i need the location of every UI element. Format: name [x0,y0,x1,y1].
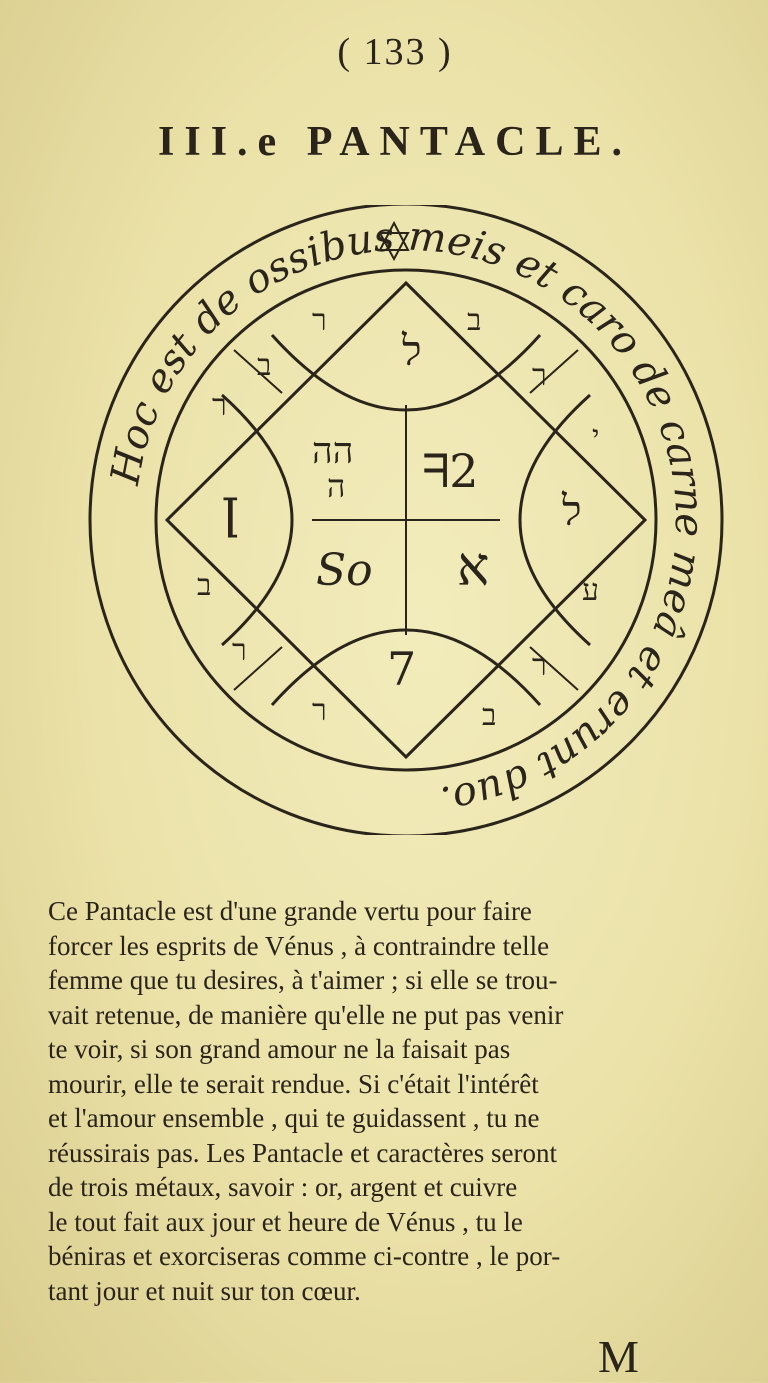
cell-venus-sign: ᖷ2 [422,444,479,498]
svg-text:ר: ר [312,303,327,338]
text-line: et l'amour ensemble , qui te guidassent , tu ne [48,1103,540,1133]
cell-hebrew-top-left: הה [312,431,354,472]
seal-motto: Hoc est de ossibus meis et caro de carne meâ et erunt duo. [102,213,713,824]
text-line: le tout fait aux jour et heure de Vénus , tu le [48,1206,523,1237]
page-heading: III.e PANTACLE. [158,119,632,165]
svg-text:ﬡ: ﬡ [457,535,490,598]
pentacle-seal [82,205,730,835]
svg-text:ב: ב [257,348,272,383]
svg-text:י: י [592,419,600,452]
svg-text:ה: ה [327,467,346,505]
svg-text:ר: ר [232,633,247,668]
text-line: Ce Pantacle est d'une grande vertu pour faire [48,896,532,926]
text-line: tant jour et nuit sur ton cœur. [48,1275,361,1306]
svg-text:ר: ר [312,693,327,728]
text-line: femme que tu desires, à t'aimer ; si elle se trou- [48,965,558,995]
svg-text:ב: ב [197,568,212,603]
text-line: réussirais pas. Les Pantacle et caractères seront [48,1137,558,1168]
svg-text:ר: ר [532,648,547,683]
cell-seven: 7 [387,642,417,696]
text-line: te voir, si son grand amour ne la faisait pas [48,1034,511,1064]
svg-text:ב: ב [467,303,482,338]
text-line: forcer les esprits de Vénus , à contraindre telle [48,930,550,961]
text-line: béniras et exorciseras comme ci-contre , le por- [48,1241,561,1271]
cell-so: So [316,545,373,596]
svg-text:ל: ל [402,326,422,375]
cell-left-glyph: ꞁ [222,478,239,538]
svg-text:ב: ב [482,698,497,733]
page-number: ( 133 ) [337,31,453,73]
pentacle-seal-drawing [82,205,730,835]
text-line: de trois métaux, savoir : or, argent et cuivre [48,1172,518,1202]
svg-text:ר: ר [212,388,227,423]
svg-text:ע: ע [582,573,599,608]
body-paragraph [48,894,768,1308]
svg-text:ל: ל [562,486,582,535]
text-line: mourir, elle te serait rendue. Si c'était l'intérêt [48,1068,539,1099]
text-line: vait retenue, de manière qu'elle ne put pas venir [48,999,564,1030]
catchword: M [598,1331,639,1382]
svg-text:ר: ר [532,358,547,393]
